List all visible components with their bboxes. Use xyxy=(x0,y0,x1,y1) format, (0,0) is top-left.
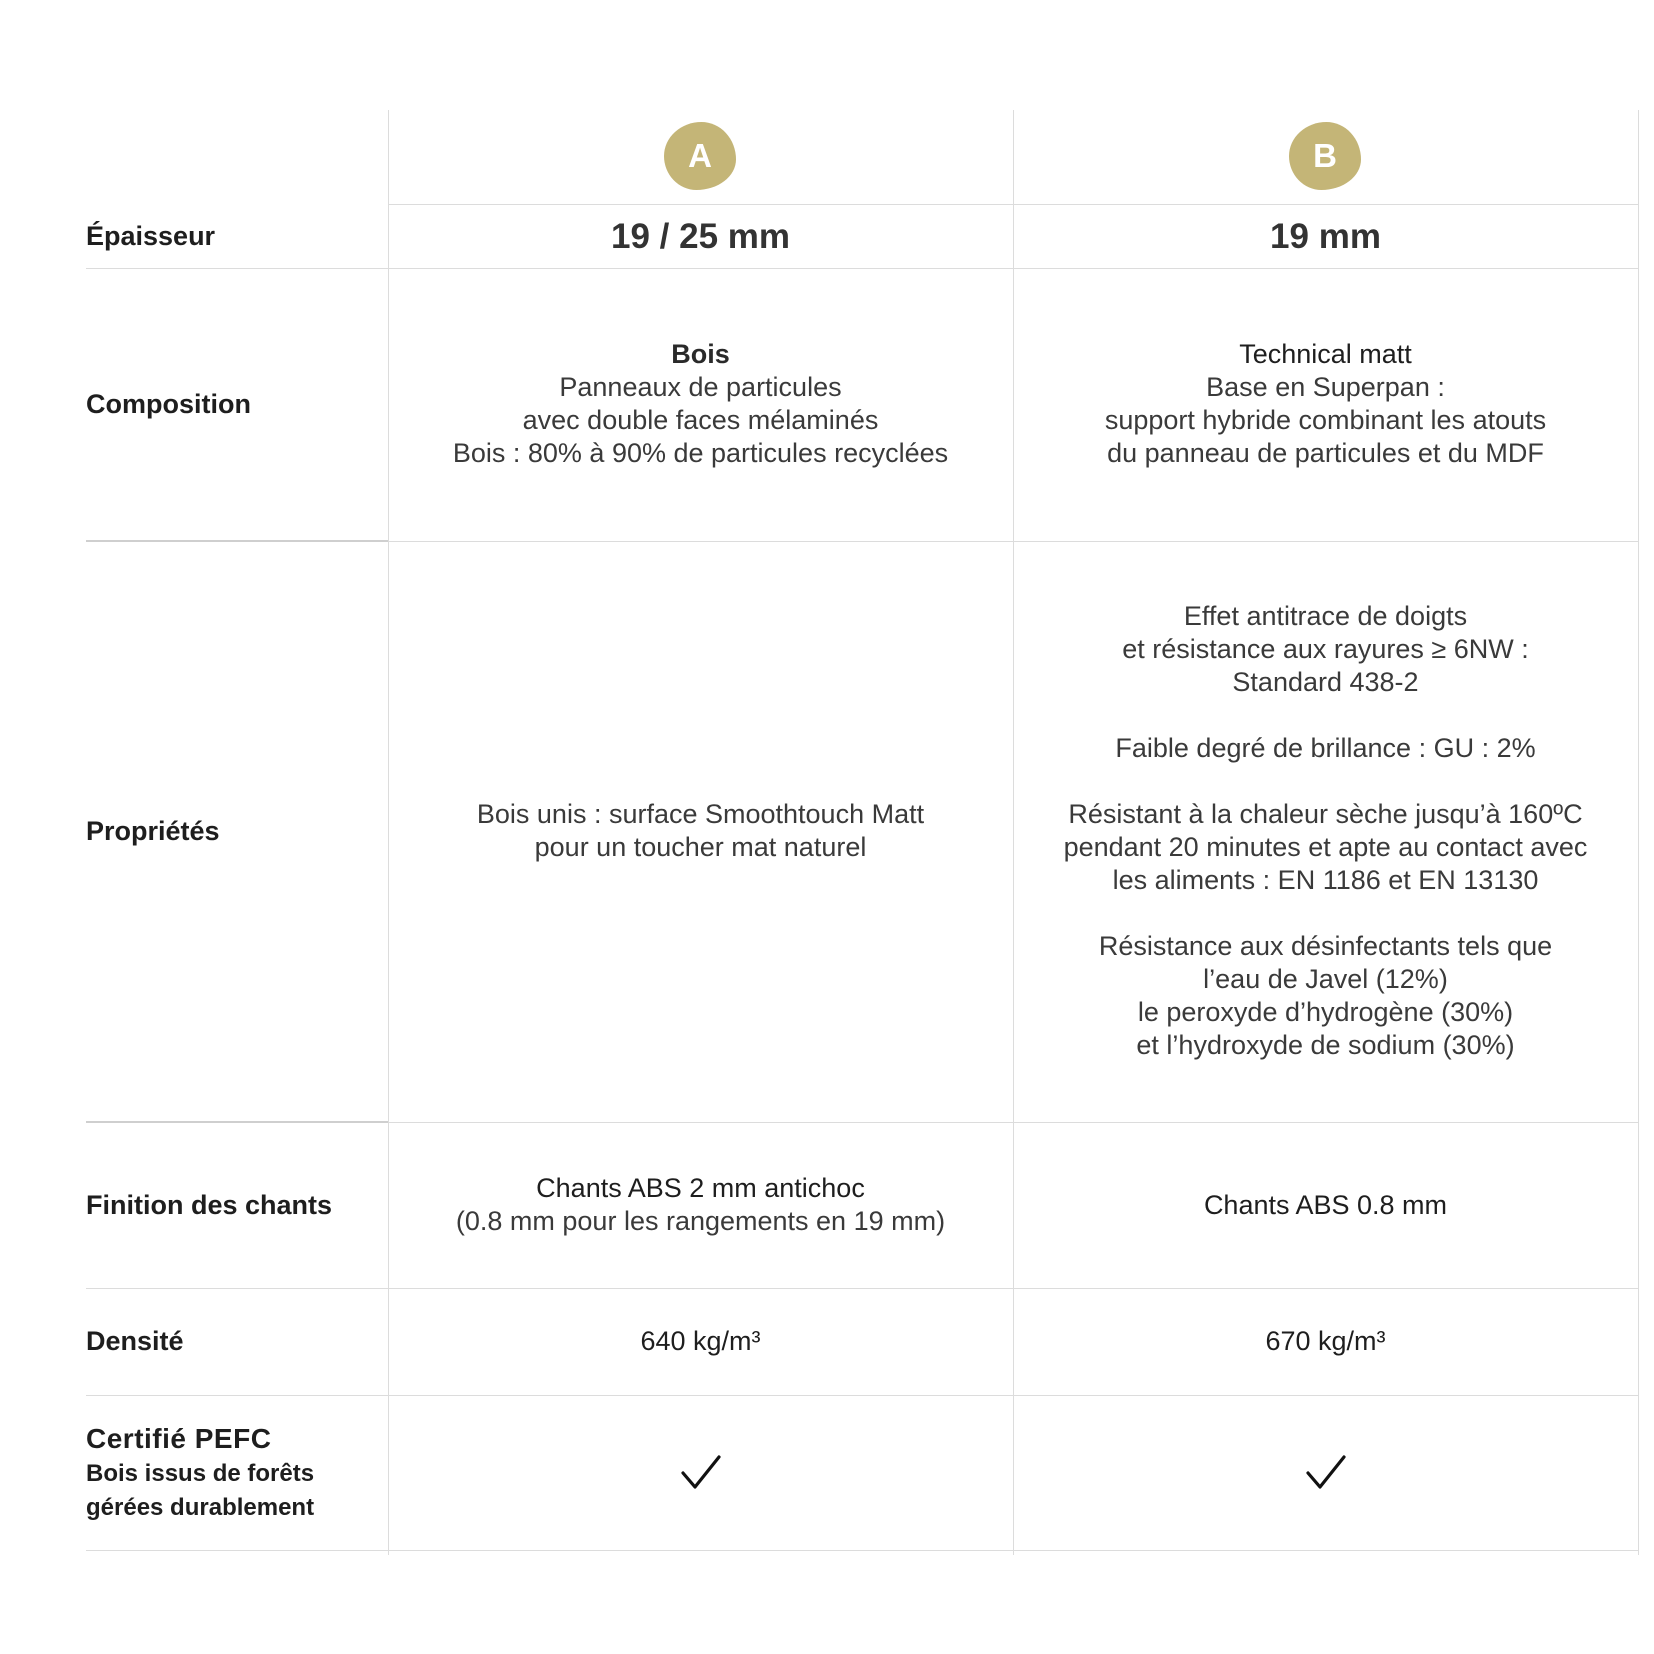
row-label-proprietes: Propriétés xyxy=(86,815,220,846)
proprietes-b-line: pendant 20 minutes et apte au contact avec xyxy=(1063,832,1588,862)
densite-b-value: 670 kg/m³ xyxy=(1265,1326,1386,1356)
proprietes-b-line: Faible degré de brillance : GU : 2% xyxy=(1115,733,1536,763)
finition-a xyxy=(388,1122,1013,1288)
epaisseur-a-value: 19 / 25 mm xyxy=(611,216,790,256)
finition-a-line1: Chants ABS 2 mm antichoc xyxy=(536,1173,865,1203)
densite-a-value: 640 kg/m³ xyxy=(640,1326,761,1356)
epaisseur-b xyxy=(1013,204,1638,268)
proprietes-a-line: Bois unis : surface Smoothtouch Matt xyxy=(476,799,925,829)
composition-a xyxy=(388,268,1013,540)
composition-b-line: Base en Superpan : xyxy=(1206,372,1445,402)
composition-b-line: du panneau de particules et du MDF xyxy=(1107,438,1544,468)
proprietes-b-line: le peroxyde d’hydrogène (30%) xyxy=(1137,997,1514,1027)
row-label-densite: Densité xyxy=(86,1326,184,1356)
column-b-badge: B xyxy=(1289,122,1361,190)
proprietes-b-line: Effet antitrace de doigts xyxy=(1183,601,1468,631)
composition-b-line: support hybride combinant les atouts xyxy=(1104,405,1547,435)
finition-b-value: Chants ABS 0.8 mm xyxy=(1203,1189,1448,1220)
composition-b-title: Technical matt xyxy=(1239,339,1412,369)
proprietes-b-line: l’eau de Javel (12%) xyxy=(1203,964,1448,994)
proprietes-a xyxy=(388,541,1013,1121)
proprietes-b xyxy=(1013,541,1638,1121)
pefc-label-sub: Bois issus de forêts xyxy=(86,1459,315,1487)
composition-b xyxy=(1013,268,1638,540)
densite-a xyxy=(388,1288,1013,1395)
epaisseur-a xyxy=(388,204,1013,268)
checkmark-icon xyxy=(679,1451,723,1495)
proprietes-b-line: les aliments : EN 1186 et EN 13130 xyxy=(1112,865,1539,895)
row-label-pefc xyxy=(86,1395,314,1550)
proprietes-b-line: et résistance aux rayures ≥ 6NW : xyxy=(1122,634,1529,664)
proprietes-b-line: Résistant à la chaleur sèche jusqu’à 160ºC xyxy=(1068,799,1583,829)
densite-b xyxy=(1013,1288,1638,1395)
pefc-label-title: Certifié PEFC xyxy=(86,1422,272,1454)
pefc-a xyxy=(388,1395,1013,1550)
composition-a-title: Bois xyxy=(671,339,730,369)
proprietes-a-line: pour un toucher mat naturel xyxy=(534,832,867,862)
composition-a-line: Panneaux de particules xyxy=(559,372,842,402)
column-a-badge: A xyxy=(664,122,736,190)
proprietes-b-line: Standard 438-2 xyxy=(1232,667,1419,697)
proprietes-b-line: Résistance aux désinfectants tels que xyxy=(1098,931,1553,961)
pefc-b xyxy=(1013,1395,1638,1550)
row-label-epaisseur: Épaisseur xyxy=(86,220,216,251)
proprietes-b-line: et l’hydroxyde de sodium (30%) xyxy=(1136,1030,1515,1060)
row-divider xyxy=(86,1550,1638,1551)
column-divider-3 xyxy=(1638,110,1639,1555)
finition-b xyxy=(1013,1122,1638,1288)
composition-a-line: avec double faces mélaminés xyxy=(522,405,879,435)
row-label-finition: Finition des chants xyxy=(86,1189,333,1220)
pefc-label-sub: gérées durablement xyxy=(86,1493,315,1521)
finition-a-line2: (0.8 mm pour les rangements en 19 mm) xyxy=(455,1206,946,1236)
epaisseur-b-value: 19 mm xyxy=(1270,216,1381,256)
composition-a-line: Bois : 80% à 90% de particules recyclées xyxy=(452,438,949,468)
checkmark-icon xyxy=(1304,1451,1348,1495)
row-label-composition: Composition xyxy=(86,388,251,419)
